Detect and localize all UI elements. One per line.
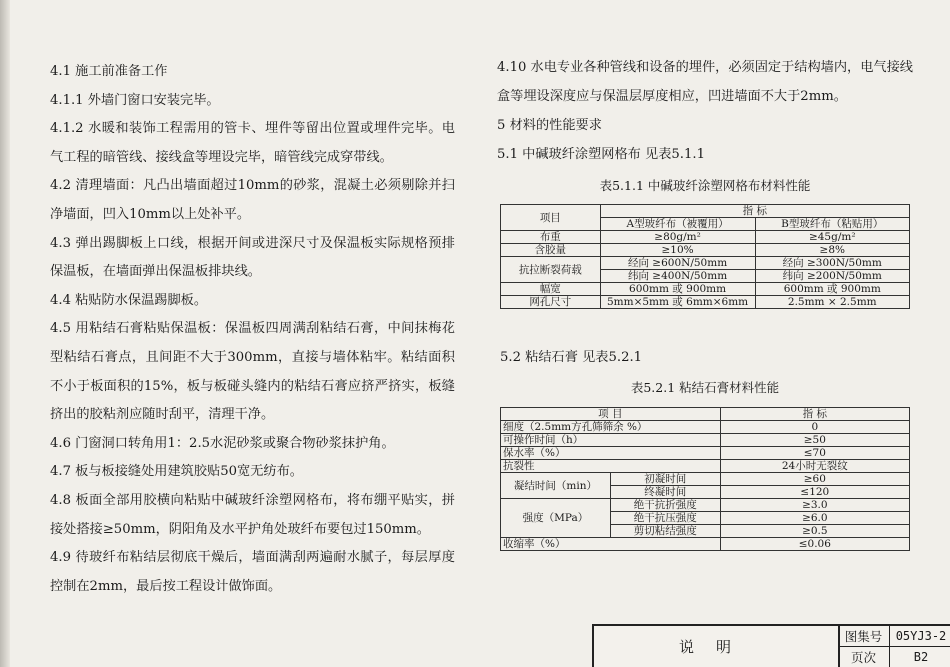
section-4-1-2: 4.1.2 水暖和装饰工程需用的管卡、埋件等留出位置或埋件完毕。电气工程的暗管线、接线盒等埋设完毕，暗管线完成穿带线。 [50,121,455,165]
atlas-number-label: 图集号 [838,626,890,647]
page-number-value: B2 [913,650,929,664]
section-5: 5 材料的性能要求 [497,118,602,133]
table-row: 绝干抗压强度 ≥6.0 [501,512,910,525]
page-edge-shadow [0,0,10,667]
section-4-5: 4.5 用粘结石膏粘贴保温板：保温板四周满刮粘结石膏，中间抹梅花型粘结石膏点，且间距不大于300mm，直接与墙体粘牢。粘结面积不小于板面积的15%，板与板碰头缝内的粘结石膏应挤严挤实，板缝挤出的胶粘剂应随时刮平，清理干净。 [50,321,455,423]
table-row: 布重 ≥80g/m² ≥45g/m² [501,231,910,244]
table-5-2-1-caption: 表5.2.1 粘结石膏材料性能 [630,380,780,395]
title-block [592,624,950,667]
t1-header-type-b: B型玻纤布（粘贴用） [755,218,909,231]
section-4-9: 4.9 待玻纤布粘结层彻底干燥后，墙面满刮两遍耐水腻子，每层厚度控制在2mm，最后按工程设计做饰面。 [50,550,455,594]
section-4-8: 4.8 板面全部用胶横向粘贴中碱玻纤涂塑网格布，将布绷平贴实，拼接处搭接≥50mm，阴阳角及水平护角处玻纤布要包过150mm。 [50,492,455,537]
table-row: 凝结时间（min） 初凝时间 ≥60 [501,473,910,486]
section-4-6: 4.6 门窗洞口转角用1：2.5水泥砂浆或聚合物砂浆抹护角。 [50,435,395,451]
table-row: 收缩率（%） ≤0.06 [501,538,910,551]
table-5-1-1-caption: 表5.1.1 中碱玻纤涂塑网格布材料性能 [599,178,811,193]
table-row: 抗裂性 24小时无裂纹 [501,460,910,473]
table-row: 纬向 ≥400N/50mm 纬向 ≥200N/50mm [501,270,910,283]
page-number-label: 页次 [838,647,890,667]
left-text-column [50,58,455,601]
title-block-title: 说明 [594,626,840,667]
table-row: 抗拉断裂荷载 经向 ≥600N/50mm 经向 ≥300N/50mm [501,257,910,270]
table-row: 细度（2.5mm方孔筛筛余 %） 0 [501,421,910,434]
section-4-10: 4.10 水电专业各种管线和设备的埋件，必须固定于结构墙内，电气接线盒等埋设深度应与保温层厚度相应，凹进墙面不大于2mm。 [497,60,913,104]
table-row: 强度（MPa） 绝干抗折强度 ≥3.0 [501,499,910,512]
table-row: 幅宽 600mm 或 900mm 600mm 或 900mm [501,283,910,296]
section-4-4: 4.4 粘贴防水保温踢脚板。 [50,292,208,308]
section-5-2: 5.2 粘结石膏 见表5.2.1 [500,350,643,365]
atlas-number-value: 05YJ3-2 [890,626,950,647]
section-4-3: 4.3 弹出踢脚板上口线，根据开间或进深尺寸及保温板实际规格预排保温板，在墙面弹出保温板排块线。 [50,235,455,280]
t1-header-item: 项目 [501,205,601,231]
section-4-7: 4.7 板与板接缝处用建筑胶贴50宽无纺布。 [50,464,303,480]
section-4-1: 4.1 施工前准备工作 [50,64,168,79]
section-5-1: 5.1 中碱玻纤涂塑网格布 见表5.1.1 [497,147,705,162]
table-row: 保水率（%） ≤70 [501,447,910,460]
t1-header-type-a: A型玻纤布（被覆用） [600,218,755,231]
table-5-1-1 [500,204,910,309]
right-text-column [497,53,915,169]
t1-header-index: 指 标 [600,205,909,218]
t2-header-index: 指 标 [720,408,909,421]
section-4-2: 4.2 清理墙面：凡凸出墙面超过10mm的砂浆，混凝土必须剔除并扫净墙面，凹入10mm以上处补平。 [50,178,455,222]
table-row: 终凝时间 ≤120 [501,486,910,499]
table-row: 剪切粘结强度 ≥0.5 [501,525,910,538]
table-row: 含胶量 ≥10% ≥8% [501,244,910,257]
t2-header-item: 项 目 [501,408,721,421]
table-5-2-1 [500,407,910,551]
table-row: 可操作时间（h） ≥50 [501,434,910,447]
section-4-1-1: 4.1.1 外墙门窗口安装完毕。 [50,92,220,108]
table-row: 网孔尺寸 5mm×5mm 或 6mm×6mm 2.5mm × 2.5mm [501,296,910,309]
